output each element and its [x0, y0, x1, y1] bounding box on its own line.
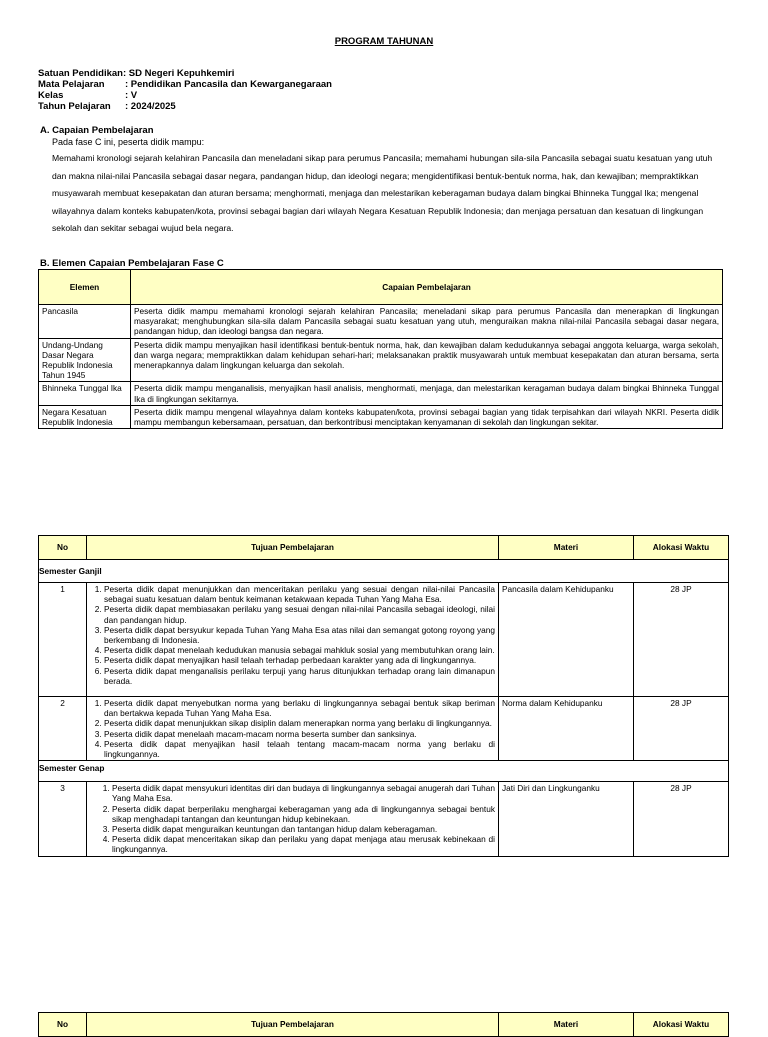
row-no: 1 [39, 583, 87, 697]
alokasi-cell: 28 JP [634, 782, 729, 856]
section-a-body: Memahami kronologi sejarah kelahiran Pancasila dan meneladani sikap para perumus Pancasila; memahami hubungan sila-sila Pancasila sebagai suatu kesatuan yang utuh dan makna nilai-nilai Pancasila sebagai dasar negara, pandangan hidup, dan ideologi negara; mengidentifikasi bentuk-bentuk norma, hak, dan kewajiban; mempraktikkan musyawarah membuat kesepakatan dan aturan bersama; menghormati, menjaga dan melestarikan keberagaman budaya dalam bingkai Bhinneka Tunggal Ika; mengenal wilayahnya dalam konteks kabupaten/kota, provinsi sebagai bagian dari wilayah Negara Kesatuan Republik Indonesia; dan menjaga persatuan dan kesatuan di lingkungan sekolah dan sekitar sebagai wujud bela negara. [52, 153, 713, 234]
meta-row-kelas [38, 90, 332, 101]
list-item: 2. Peserta didik dapat membiasakan perilaku yang sesuai dengan nilai-nilai Pancasila sebagai ideologi, nilai dan pandangan hidup. [104, 604, 495, 624]
section-b-heading: B. Elemen Capaian Pembelajaran Fase C [40, 258, 224, 269]
table-row [39, 583, 729, 697]
capaian-cell: Peserta didik mampu mengenal wilayahnya dalam konteks kabupaten/kota, provinsi sebagai bagian yang tidak terpisahkan dari wilayah NKRI. Peserta didik mampu membangun kebersamaan, persatuan, dan berkontribusi menciptakan kenyamanan di sekolah dan lingkungan sekitar. [131, 405, 723, 428]
list-item: 2. Peserta didik dapat menunjukkan sikap disiplin dalam menerapkan norma yang berlaku di lingkungannya. [104, 718, 495, 728]
capaian-cell: Peserta didik mampu menganalisis, menyajikan hasil analisis, menghormati, menjaga, dan melestarikan keragaman budaya dalam bingkai Bhinneka Tunggal Ika di lingkungan sekitarnya. [131, 382, 723, 405]
meta-key: Satuan Pendidikan [38, 68, 123, 79]
list-item: 2. Peserta didik dapat berperilaku menghargai keberagaman yang ada di lingkungannya sebagai bentuk sikap menghadapi tantangan dan keuntungan hidup kebinekaan. [112, 804, 495, 824]
tujuan-list [90, 584, 495, 686]
semester-label: Semester Genap [39, 761, 729, 782]
meta-key: Mata Pelajaran [38, 79, 105, 90]
list-item: 3. Peserta didik dapat menelaah macam-macam norma beserta sumber dan sanksinya. [104, 729, 495, 739]
row-no: 2 [39, 697, 87, 761]
section-a-intro: Pada fase C ini, peserta didik mampu: [52, 137, 205, 147]
table-row [39, 782, 729, 856]
row-no: 3 [39, 782, 87, 856]
list-item: 4. Peserta didik dapat menelaah kedudukan manusia sebagai mahkluk sosial yang membutuhkan orang lain. [104, 645, 495, 655]
capaian-cell: Peserta didik mampu menyajikan hasil identifikasi bentuk-bentuk norma, hak, dan kewajiban dalam kedudukannya sebagai anggota keluarga, warga sekolah, dan warga negara; mempraktikkan dalam kehidupan sehari-hari; melaksanakan praktik musyawarah untuk membuat kesepakatan dan aturan bersama, serta menerapkannya dalam lingkungan keluarga dan sekolah. [131, 338, 723, 382]
tujuan-list [90, 698, 495, 759]
tujuan-cell [87, 697, 499, 761]
section-a-heading: A. Capaian Pembelajaran [40, 125, 154, 136]
table-row [39, 405, 723, 428]
prota-table [38, 535, 729, 857]
identity-block [38, 68, 332, 112]
table-row [39, 338, 723, 382]
table-header-row [39, 1013, 729, 1037]
list-item: 1. Peserta didik dapat mensyukuri identitas diri dan budaya di lingkungannya sebagai anugerah dari Tuhan Yang Maha Esa. [112, 783, 495, 803]
table-row [39, 697, 729, 761]
header-elemen: Elemen [39, 270, 131, 305]
meta-key: Kelas [38, 90, 64, 101]
list-item: 3. Peserta didik dapat menguraikan keuntungan dan tantangan hidup dalam keberagaman. [112, 824, 495, 834]
header-tujuan: Tujuan Pembelajaran [87, 1013, 499, 1037]
header-no: No [39, 536, 87, 560]
tujuan-cell [87, 583, 499, 697]
elemen-cell: Undang-Undang Dasar Negara Republik Indonesia Tahun 1945 [39, 338, 131, 382]
capaian-cell: Peserta didik mampu memahami kronologi sejarah kelahiran Pancasila; meneladani sikap para perumus Pancasila dan menerapkan di lingkungan masyarakat; menghubungkan sila-sila dalam Pancasila sebagai suatu kesatuan yang utuh, menguraikan makna nilai-nilai Pancasila sebagai dasar negara, pandangan hidup, dan ideologi bangsa dan negara. [131, 305, 723, 339]
list-item: 5. Peserta didik dapat menyajikan hasil telaah terhadap perbedaan karakter yang ada di lingkungannya. [104, 655, 495, 665]
tujuan-cell [87, 782, 499, 856]
alokasi-cell: 28 JP [634, 583, 729, 697]
meta-key: Tahun Pelajaran [38, 101, 111, 112]
header-alokasi: Alokasi Waktu [634, 1013, 729, 1037]
meta-row-satuan [38, 68, 332, 79]
list-item: 1. Peserta didik dapat menunjukkan dan menceritakan perilaku yang sesuai dengan nilai-nilai Pancasila sebagai suatu kesatuan dalam bentuk keimanan ketakwaan kepada Tuhan Yang Maha Esa. [104, 584, 495, 604]
table-row [39, 305, 723, 339]
prota-table-continued [38, 1012, 729, 1037]
semester-label: Semester Ganjil [39, 560, 729, 583]
list-item: 1. Peserta didik dapat menyebutkan norma yang berlaku di lingkungannya sebagai bentuk sikap beriman dan bertakwa kepada Tuhan Yang Maha Esa. [104, 698, 495, 718]
elemen-cell: Negara Kesatuan Republik Indonesia [39, 405, 131, 428]
meta-value: : V [125, 90, 138, 101]
list-item: 3. Peserta didik dapat bersyukur kepada Tuhan Yang Maha Esa atas nilai dan semangat gotong royong yang berkembang di Indonesia. [104, 625, 495, 645]
table-header-row [39, 270, 723, 305]
header-materi: Materi [499, 536, 634, 560]
meta-value: : Pendidikan Pancasila dan Kewarganegaraan [125, 79, 332, 90]
alokasi-cell: 28 JP [634, 697, 729, 761]
list-item: 6. Peserta didik dapat menganalisis perilaku terpuji yang harus ditunjukkan terhadap orang lain dimanapun berada. [104, 666, 495, 686]
meta-row-tahun [38, 101, 332, 112]
document-title: PROGRAM TAHUNAN [334, 36, 434, 47]
table-row [39, 382, 723, 405]
list-item: 4. Peserta didik dapat menyajikan hasil telaah tentang macam-macam norma yang berlaku di lingkungannya. [104, 739, 495, 759]
meta-value: : 2024/2025 [125, 101, 176, 112]
list-item: 4. Peserta didik dapat menceritakan sikap dan perilaku yang dapat menjaga atau merusak kebinekaan di lingkungannya. [112, 834, 495, 854]
meta-row-mapel [38, 79, 332, 90]
materi-cell: Jati Diri dan Lingkunganku [499, 782, 634, 856]
elemen-table [38, 269, 723, 429]
header-no: No [39, 1013, 87, 1037]
meta-value: : SD Negeri Kepuhkemiri [123, 68, 235, 79]
header-materi: Materi [499, 1013, 634, 1037]
elemen-cell: Bhinneka Tunggal Ika [39, 382, 131, 405]
semester-genap-row [39, 761, 729, 782]
elemen-cell: Pancasila [39, 305, 131, 339]
table-header-row [39, 536, 729, 560]
header-alokasi: Alokasi Waktu [634, 536, 729, 560]
header-tujuan: Tujuan Pembelajaran [87, 536, 499, 560]
semester-ganjil-row [39, 560, 729, 583]
materi-cell: Pancasila dalam Kehidupanku [499, 583, 634, 697]
materi-cell: Norma dalam Kehidupanku [499, 697, 634, 761]
header-capaian: Capaian Pembelajaran [131, 270, 723, 305]
tujuan-list [90, 783, 495, 854]
